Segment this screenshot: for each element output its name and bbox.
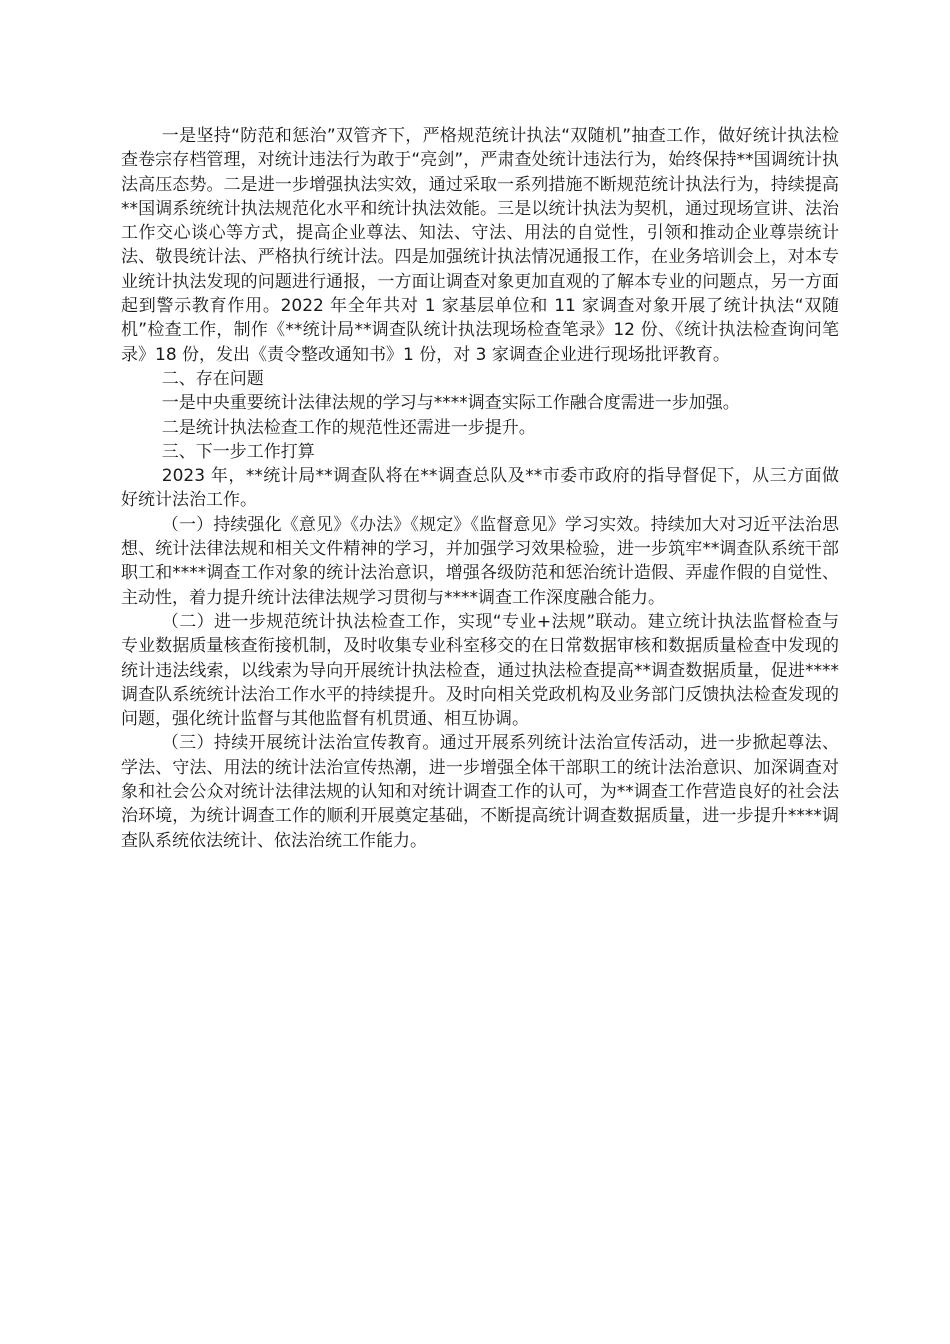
paragraph-enforcement-measures: 一是坚持“防范和惩治”双管齐下，严格规范统计执法“双随机”抽查工作，做好统计执法检查卷宗存档管理，对统计违法行为敢于“亮剑”，严肃查处统计违法行为，始终保持**国调统计执法高压态势。二是进一步增强执法实效，通过采取一系列措施不断规范统计执法行为，持续提高**国调系统统计执法规范化水平和统计执法效能。三是以统计执法为契机，通过现场宣讲、法治工作交心谈心等方式，提高企业尊法、知法、守法、用法的自觉性，引领和推动企业尊崇统计法、敬畏统计法、严格执行统计法。四是加强统计执法情况通报工作，在业务培训会上，对本专业统计执法发现的问题进行通报，一方面让调查对象更加直观的了解本专业的问题点，另一方面起到警示教育作用。2022 年全年共对 1 家基层单位和 11 家调查对象开展了统计执法“双随机”检查工作，制作《**统计局**调查队统计执法现场检查笔录》12 份、《统计执法检查询问笔录》18 份，发出《责令整改通知书》1 份，对 3 家调查企业进行现场批评教育。	[121, 126, 839, 365]
paragraph-plan-two: （二）进一步规范统计执法检查工作，实现“专业+法规”联动。建立统计执法监督检查与专业数据质量核查衔接机制，及时收集专业科室移交的在日常数据审核和数据质量检查中发现的统计违法线索，以线索为导向开展统计执法检查，通过执法检查提高**调查数据质量，促进****调查队系统统计法治工作水平的持续提升。及时向相关党政机构及业务部门反馈执法检查发现的问题，强化统计监督与其他监督有机贯通、相互协调。	[121, 611, 839, 730]
section-heading-problems: 二、存在问题	[161, 368, 264, 389]
paragraph-next-steps-intro: 2023 年，**统计局**调查队将在**调查总队及**市委市政府的指导督促下，从三方面做好统计法治工作。	[121, 466, 839, 511]
section-heading-next-steps: 三、下一步工作打算	[161, 441, 315, 462]
paragraph-problem-one: 一是中央重要统计法律法规的学习与****调查实际工作融合度需进一步加强。	[161, 393, 740, 414]
document-body	[121, 124, 839, 853]
paragraph-plan-three: （三）持续开展统计法治宣传教育。通过开展系列统计法治宣传活动，进一步掀起尊法、学法、守法、用法的统计法治宣传热潮，进一步增强全体干部职工的统计法治意识、加深调查对象和社会公众对统计法律法规的认知和对统计调查工作的认可，为**调查工作营造良好的社会法治环境，为统计调查工作的顺利开展奠定基础，不断提高统计调查数据质量，进一步提升****调查队系统依法统计、依法治统工作能力。	[121, 733, 839, 851]
paragraph-problem-two: 二是统计执法检查工作的规范性还需进一步提升。	[161, 417, 536, 438]
paragraph-plan-one: （一）持续强化《意见》《办法》《规定》《监督意见》学习实效。持续加大对习近平法治思想、统计法律法规和相关文件精神的学习，并加强学习效果检验，进一步筑牢**调查队系统干部职工和****调查工作对象的统计法治意识，增强各级防范和惩治统计造假、弄虚作假的自觉性、主动性，着力提升统计法律法规学习贯彻与****调查工作深度融合能力。	[121, 514, 839, 608]
